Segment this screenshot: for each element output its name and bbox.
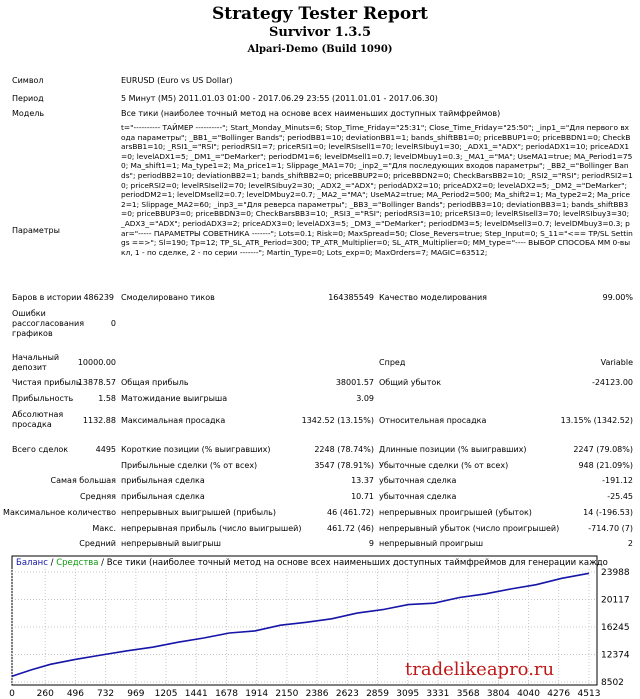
spread-value: Variable [600, 358, 633, 367]
max-label: Макс. [92, 524, 116, 533]
y-tick-label: 16245 [601, 623, 630, 633]
gross-profit-value: 38001.57 [335, 378, 374, 387]
period-value: 5 Минут (M5) 2011.01.03 01:00 - 2017.06.29 23:55 (2011.01.01 - 2017.06.30) [121, 94, 438, 103]
long-positions-value: 2247 (79.08%) [573, 445, 633, 454]
ticks-label: Смоделировано тиков [121, 293, 215, 302]
x-axis-ticks [9, 689, 600, 699]
x-tick-label: 2386 [305, 689, 329, 699]
balance-chart [0, 553, 640, 699]
net-profit-value: 13878.57 [77, 378, 116, 387]
profit-factor-value: 1.58 [98, 394, 116, 403]
average-label: Средняя [80, 492, 116, 501]
avg-cons-loss-value: 2 [627, 539, 633, 548]
avg-cons-label: Средний [79, 539, 116, 548]
y-tick-label: 20117 [601, 595, 630, 606]
params-value: t="---------- ТАЙМЕР ----------"; Start_Monday_Minuts=6; Stop_Time_Friday="25:31"; Close_Time_Friday="25:50"; _inp1_="Для первого входа параметры"; _BB1_="Bollinger Bands"; periodBB1=10; deviationBB1=1; bands_shiftBB1=0; priceBBUP1=0; priceBBDN1=0; CheckBarsBB1=10; _RSI1_="RSI"; periodRSI1=7; priceRSI1=0; levelRSIsell1=70; levelRSIbuy1=30; _ADX1_="ADX"; periodADX1=10; priceADX1=0; levelADX1=5; _DM1_="DeMarker"; periodDM1=6; levelDMsell1=0.7; levelDMbuy1=0.3; _MA1_="MA"; UseMA1=true; MA_Period1=750; Ma_shift1=1; Ma_type1=2; Ma_price1=1; Slippage_MA1=70; _inp2_="Для последующих входов параметры"; _BB2_="Bollinger Bands"; periodBB2=10; deviationBB2=1; bands_shiftBB2=0; priceBBUP2=0; priceBBDN2=0; CheckBarsBB2=10; _RSI2_="RSI"; periodRSI2=10; priceRSI2=0; levelRSIsell2=70; levelRSIbuy2=30; _ADX2_="ADX"; periodADX2=10; priceADX2=0; levelADX2=5; _DM2_="DeMarker"; periodDM2=1; levelDMsell2=0.7; levelDMbuy2=0.7; _MA2_="MA"; UseMA2=true; MA_Period2=500; Ma_shift2=1; Ma_type2=2; Ma_price2=1; Slippage_MA2=60; _inp3_="Для реверса параметры"; _BB3_="Bollinger Bands"; periodBB3=10; deviationBB3=1; bands_shiftBB3=0; priceBBUP3=0; priceBBDN3=0; CheckBarsBB3=10; _RSI3_="RSI"; periodRSI3=10; priceRSI3=0; levelRSIsell3=70; levelRSIbuy3=30; _ADX3_="ADX"; periodADX3=2; priceADX3=0; levelADX3=5; _DM3_="DeMarker"; periodDM3=5; levelDMsell3=0.7; levelDMbuy3=0.3; par="----- ПАРАМЕТРЫ СОВЕТНИКА -------"; Lots=0.1; Risk=0; MaxSpread=50; Close_Revers=true; Step_Input=0; S_11="<== TP/SL Settings ==>"; Sl=190; Tp=12; TP_SL_ATR_Period=300; TP_ATR_Multiplier=0; SL_ATR_Multiplier=0; MM_type="---- ВЫБОР СПОСОБА ММ 0-выкл, 1 - по сделке, 2 - по серии -------"; Martin_Type=0; Lots_exp=0; MaxOrders=7; MAGIC=63512; [121, 123, 633, 257]
x-tick-label: 260 [36, 689, 54, 699]
errors-label: Ошибки рассогласования графиков [12, 309, 85, 338]
loss-trades-label: Убыточные сделки (% от всех) [379, 461, 509, 470]
x-tick-label: 1205 [154, 689, 178, 699]
max-cons-wins-value: 46 (461.72) [327, 508, 374, 517]
max-cons-loss-value: -714.70 (7) [588, 524, 633, 533]
x-tick-label: 4040 [517, 689, 540, 699]
expected-payoff-value: 3.09 [356, 394, 374, 403]
bars-label: Баров в истории [12, 293, 82, 302]
max-cons-profit-value: 461.72 (46) [327, 524, 374, 533]
avg-loss-label: убыточная сделка [379, 492, 457, 501]
short-positions-label: Короткие позиции (% выигравших) [121, 445, 271, 454]
spread-label: Спред [379, 358, 406, 367]
x-tick-label: 3804 [486, 689, 510, 699]
bars-value: 486239 [83, 293, 114, 302]
profit-trades-value: 3547 (78.91%) [314, 461, 374, 470]
avg-cons-loss-label: непрерывный проигрыш [379, 539, 484, 548]
x-tick-label: 969 [127, 689, 145, 699]
symbol-label: Символ [12, 76, 44, 85]
y-tick-label: 23988 [601, 568, 630, 578]
x-tick-label: 0 [9, 689, 15, 699]
total-trades-value: 4495 [95, 445, 116, 454]
max-cons-losses-label: непрерывных проигрышей (убыток) [379, 508, 532, 517]
x-tick-label: 1441 [184, 689, 208, 699]
report-subtitle: Survivor 1.3.5 [269, 25, 371, 40]
legend-separator: / [47, 558, 57, 568]
gross-profit-label: Общая прибыль [121, 378, 189, 387]
quality-value: 99.00% [602, 293, 633, 302]
loss-trades-value: 948 (21.09%) [578, 461, 633, 470]
largest-label: Самая большая [50, 476, 116, 485]
largest-loss-value: -191.12 [602, 476, 633, 485]
max-cons-losses-value: 14 (-196.53) [583, 508, 633, 517]
x-tick-label: 2623 [335, 689, 359, 699]
avg-win-label: прибыльная сделка [121, 492, 205, 501]
model-value: Все тики (наиболее точный метод на основе всех наименьших доступных таймфреймов) [121, 109, 501, 118]
gross-loss-label: Общий убыток [379, 378, 442, 387]
x-tick-label: 3568 [456, 689, 480, 699]
profit-factor-label: Прибыльность [12, 394, 74, 403]
largest-win-value: 13.37 [351, 476, 374, 485]
avg-win-value: 10.71 [351, 492, 374, 501]
x-tick-label: 4513 [577, 689, 601, 699]
largest-loss-label: убыточная сделка [379, 476, 457, 485]
period-label: Период [12, 94, 44, 103]
y-tick-label: 8502 [601, 678, 624, 688]
symbol-value: EURUSD (Euro vs US Dollar) [121, 76, 233, 85]
profit-trades-label: Прибыльные сделки (% от всех) [121, 461, 258, 470]
errors-value: 0 [110, 319, 116, 328]
legend-balance: Баланс [16, 558, 48, 568]
short-positions-value: 2248 (78.74%) [314, 445, 374, 454]
params-label: Параметры [12, 226, 60, 235]
report-server: Alpari-Demo (Build 1090) [247, 44, 393, 55]
x-tick-label: 496 [66, 689, 85, 699]
net-profit-label: Чистая прибыль [12, 378, 81, 387]
deposit-label: Начальный депозит [12, 353, 60, 372]
x-tick-label: 2859 [366, 689, 389, 699]
watermark: tradelikeapro.ru [405, 659, 555, 680]
model-label: Модель [12, 109, 45, 118]
x-tick-label: 3331 [426, 689, 450, 699]
max-drawdown-value: 1342.52 (13.15%) [301, 416, 374, 425]
chart-legend [16, 558, 608, 568]
abs-drawdown-label: Абсолютная просадка [12, 410, 64, 429]
y-tick-label: 12374 [601, 650, 630, 661]
legend-description: / Все тики (наиболее точный метод на основе всех наименьших доступных таймфреймов для генерации каждо [98, 558, 608, 568]
expected-payoff-label: Матожидание выигрыша [121, 394, 228, 403]
rel-drawdown-label: Относительная просадка [379, 416, 487, 425]
max-drawdown-label: Максимальная просадка [121, 416, 226, 425]
avg-cons-win-label: непрерывный выигрыш [121, 539, 221, 548]
long-positions-label: Длинные позиции (% выигравших) [379, 445, 527, 454]
x-tick-label: 732 [96, 689, 115, 699]
x-tick-label: 4276 [547, 689, 571, 699]
avg-loss-value: -25.45 [607, 492, 633, 501]
x-tick-label: 1678 [215, 689, 238, 699]
max-cons-profit-label: непрерывная прибыль (число выигрышей) [121, 524, 302, 533]
rel-drawdown-value: 13.15% (1342.52) [560, 416, 633, 425]
deposit-value: 10000.00 [77, 358, 116, 367]
total-trades-label: Всего сделок [12, 445, 69, 454]
report-title: Strategy Tester Report [211, 4, 429, 24]
ticks-value: 164385549 [328, 293, 374, 302]
avg-cons-win-value: 9 [368, 539, 374, 548]
x-tick-label: 2150 [275, 689, 299, 699]
legend-equity: Средства [56, 558, 99, 568]
x-tick-label: 1914 [245, 689, 269, 699]
quality-label: Качество моделирования [379, 293, 487, 302]
max-cons-wins-label: непрерывных выигрышей (прибыль) [121, 508, 276, 517]
max-cons-loss-label: непрерывный убыток (число проигрышей) [379, 524, 560, 533]
gross-loss-value: -24123.00 [591, 378, 633, 387]
largest-win-label: прибыльная сделка [121, 476, 205, 485]
max-count-label: Максимальное количество [3, 508, 116, 517]
x-tick-label: 3095 [396, 689, 420, 699]
y-axis-ticks [601, 568, 630, 688]
abs-drawdown-value: 1132.88 [82, 416, 116, 425]
